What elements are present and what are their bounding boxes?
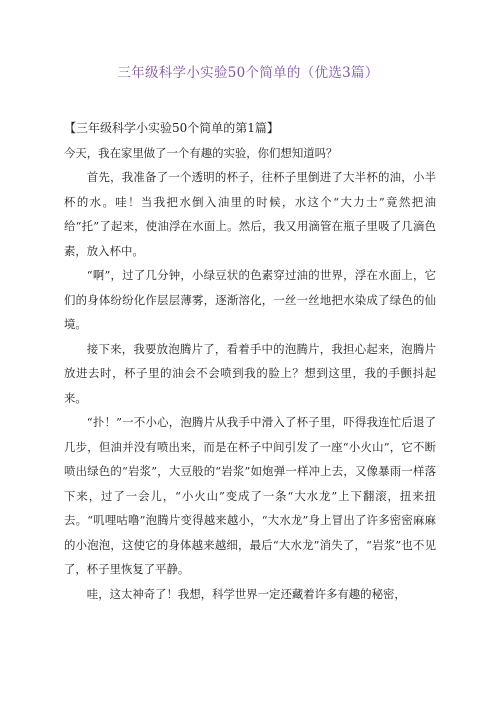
paragraph-2: 首先，我准备了一个透明的杯子，往杯子里倒进了大半杯的油，小半杯的水。哇！当我把水倒入油里的时候，水这个“大力士”竟然把油给“托”了起来，使油浮在水面上。然后，我又用滴管在瓶子里吸了几滴色素，放入杯中。 — [64, 170, 436, 258]
document-body — [64, 116, 436, 606]
document-title: 三年级科学小实验50个简单的（优选3篇） — [117, 65, 379, 81]
paragraph-1: 今天，我在家里做了一个有趣的实验，你们想知道吗？ — [64, 145, 338, 160]
paragraph-6: 哇，这太神奇了！我想，科学世界一定还藏着许多有趣的秘密， — [86, 586, 406, 601]
paragraph-3: “啊”，过了几分钟，小绿豆状的色素穿过油的世界，浮在水面上，它们的身体纷纷化作层层薄雾，逐渐溶化，一丝一丝地把水染成了绿色的仙境。 — [64, 268, 436, 331]
section-heading: 【三年级科学小实验50个简单的第1篇】 — [64, 121, 279, 135]
paragraph-5: “扑！”一不小心，泡腾片从我手中滑入了杯子里，吓得我连忙后退了几步，但油并没有喷出来，而是在杯子中间引发了一座“小火山”，它不断喷出绿色的“岩浆”，大豆般的“岩浆”如炮弹一样冲上去，又像暴雨一样落下来，过了一会儿，“小火山”变成了一条“大水龙”上下翻滚，扭来扭去。“叽哩咕噜”泡腾片变得越来越小，“大水龙”身上冒出了许多密密麻麻的小泡泡，这使它的身体越来越细，最后“大水龙”消失了，“岩浆”也不见了，杯子里恢复了平静。 — [64, 415, 436, 576]
paragraph-4: 接下来，我要放泡腾片了，看着手中的泡腾片，我担心起来，泡腾片放进去时，杯子里的油会不会喷到我的脸上？想到这里，我的手颤抖起来。 — [64, 341, 436, 405]
